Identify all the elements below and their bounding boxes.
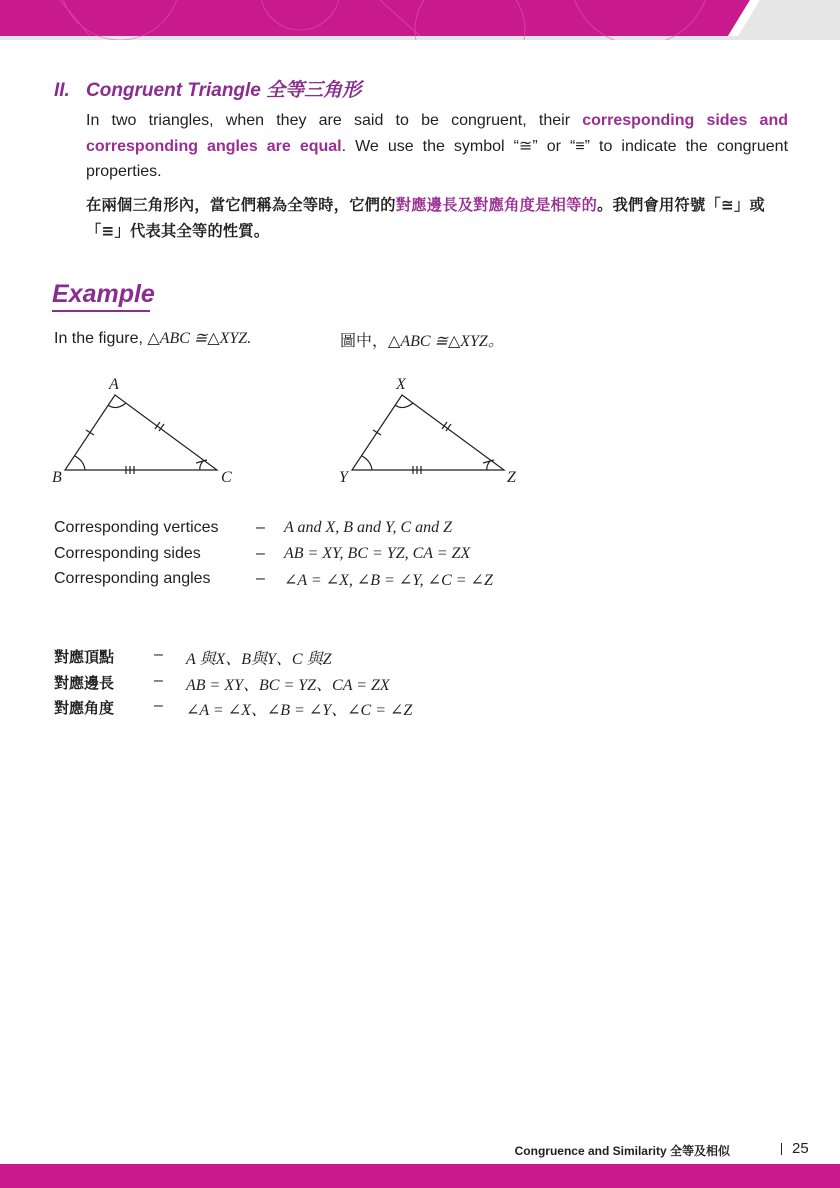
- corr-dash: –: [154, 697, 163, 714]
- angle-mark-y: [362, 456, 372, 470]
- paragraph-english: [86, 108, 788, 185]
- footer-chapter-title: Congruence and Similarity 全等及相似: [514, 1144, 730, 1158]
- angle-mark-b: [75, 456, 85, 470]
- triangle-abc: [65, 395, 217, 470]
- corr-label: Corresponding angles: [54, 570, 211, 587]
- corr-value: ∠A = ∠X、∠B = ∠Y、∠C = ∠Z: [186, 702, 413, 719]
- paragraph-zh-highlight: 對應邊長及對應角度是相等的: [395, 196, 598, 214]
- footer-divider: [781, 1143, 782, 1155]
- section-number: II.: [54, 80, 70, 101]
- caption-en-math: △ABC ≅△XYZ.: [147, 330, 252, 347]
- corr-dash: –: [256, 544, 265, 562]
- corr-value: A and X, B and Y, C and Z: [284, 519, 453, 536]
- top-banner: [0, 0, 840, 40]
- corr-value: A 與X、B與Y、C 與Z: [186, 651, 332, 668]
- corr-dash: –: [154, 646, 163, 663]
- paragraph-en-part1: In two triangles, when they are said to be congruent, their: [86, 112, 583, 129]
- example-underline: [52, 310, 150, 312]
- label-x: X: [396, 376, 406, 393]
- paragraph-chinese: [86, 192, 796, 244]
- corr-label-zh: 對應角度: [54, 699, 115, 717]
- triangle-xyz: [352, 395, 504, 470]
- figure-caption-chinese: [340, 328, 504, 351]
- angle-mark-a: [108, 403, 126, 408]
- paragraph-en-highlight: corresponding sides and corresponding angles are equal: [86, 112, 789, 155]
- bottom-banner: [0, 1164, 840, 1188]
- caption-en-prefix: In the figure,: [54, 330, 148, 347]
- tick-xy: [373, 430, 381, 435]
- caption-zh-math: △ABC ≅△XYZ。: [388, 333, 504, 350]
- corr-label-zh: 對應頂點: [54, 648, 115, 666]
- corr-value: ∠A = ∠X, ∠B = ∠Y, ∠C = ∠Z: [284, 572, 493, 589]
- label-c: C: [221, 469, 232, 486]
- paragraph-zh-part2: 。我們會用符號「≅」或「≡」代表其全等的性質。: [86, 196, 765, 240]
- section-heading: [54, 75, 361, 102]
- corr-label: Corresponding vertices: [54, 519, 219, 536]
- corr-value: AB = XY、BC = YZ、CA = ZX: [186, 676, 390, 694]
- page-number: 25: [792, 1140, 809, 1157]
- angle-mark-x: [395, 403, 413, 408]
- figure-caption-english: [54, 328, 251, 348]
- tick-ab: [86, 430, 94, 435]
- label-a: A: [109, 376, 119, 393]
- corr-value: AB = XY, BC = YZ, CA = ZX: [284, 544, 471, 562]
- corr-dash: –: [154, 671, 163, 689]
- label-y: Y: [339, 469, 348, 486]
- caption-zh-prefix: 圖中，: [340, 333, 389, 350]
- label-z: Z: [507, 469, 516, 486]
- congruent-triangles-figure: [40, 370, 540, 490]
- paragraph-en-part2: . We use the symbol “≅” or “≡” to indicate the congruent properties.: [86, 137, 789, 180]
- label-b: B: [52, 469, 62, 486]
- section-title: Congruent Triangle 全等三角形: [86, 80, 362, 101]
- corr-dash: –: [256, 519, 265, 536]
- corr-dash: –: [256, 570, 265, 587]
- example-title: Example: [52, 280, 155, 308]
- corr-label-zh: 對應邊長: [54, 673, 115, 692]
- corr-label: Corresponding sides: [54, 544, 201, 562]
- paragraph-zh-part1: 在兩個三角形內，當它們稱為全等時，它們的: [86, 196, 396, 214]
